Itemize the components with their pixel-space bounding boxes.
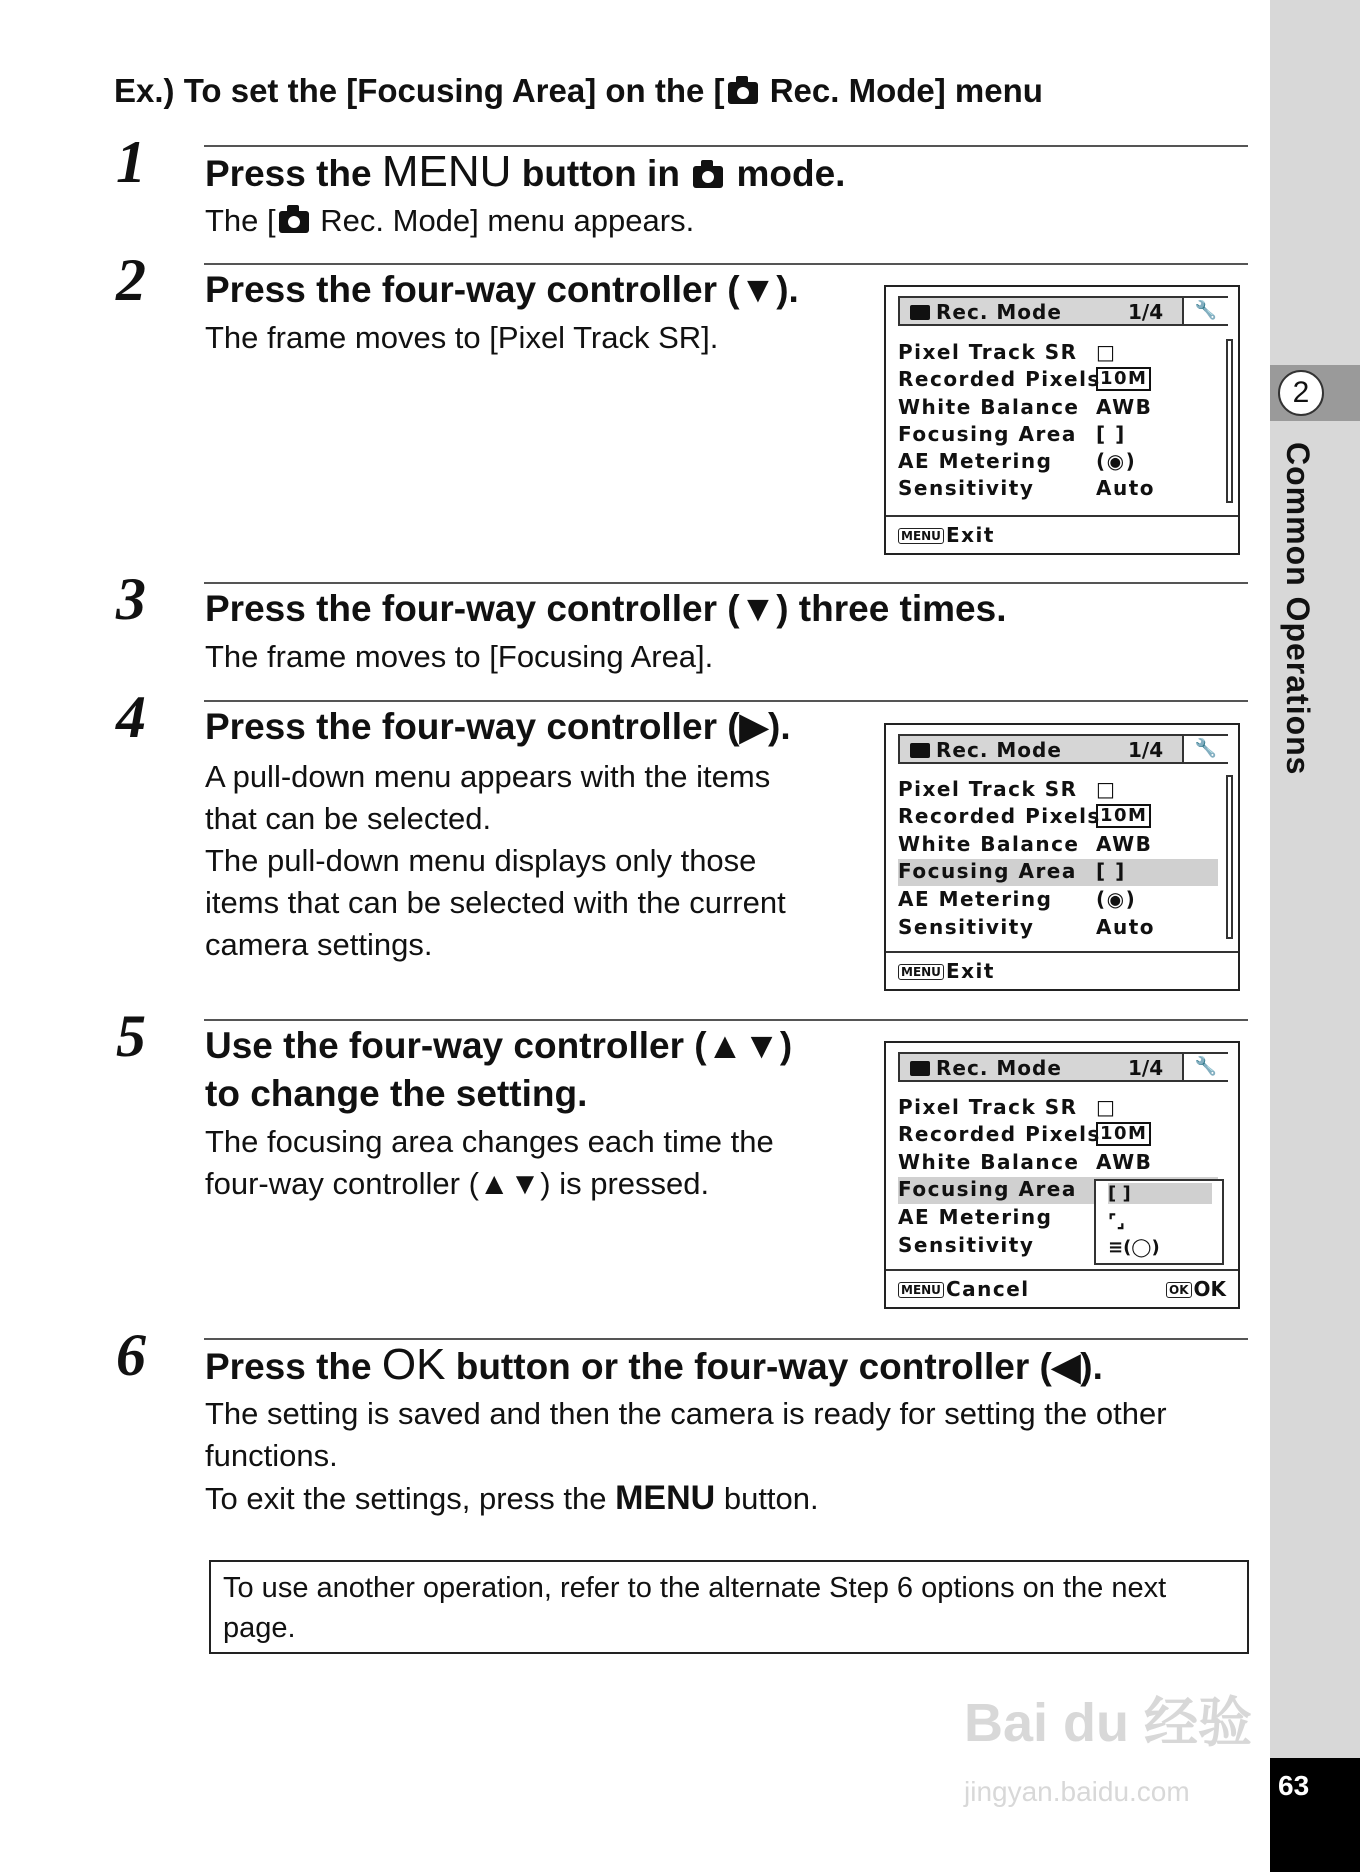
pulldown-item-selected: [ ] — [1108, 1183, 1212, 1204]
screen-header: Rec. Mode 1/4 🔧 — [898, 296, 1228, 326]
ok-key-icon: OK — [1166, 1282, 1192, 1298]
menu-row: Pixel Track SR □ — [898, 1095, 1117, 1119]
screen-footer: MENU Exit — [886, 515, 1238, 553]
step-number: 1 — [116, 129, 146, 195]
menu-row: Pixel Track SR □ — [898, 340, 1117, 364]
menu-row: Sensitivity Auto — [898, 915, 1156, 939]
step-number: 2 — [116, 247, 146, 313]
screen-header: Rec. Mode 1/4 🔧 — [898, 1052, 1228, 1082]
menu-row-selected: Focusing Area [ ] — [898, 859, 1218, 886]
menu-row: Recorded Pixels 10M — [898, 804, 1218, 831]
step-body: A pull-down menu appears with the items that can be selected. The pull-down menu displays only those items that can be selected with the current camera settings. — [205, 759, 786, 962]
watermark-url: jingyan.baidu.com — [964, 1776, 1190, 1807]
pulldown-item: ⌜⌟ — [1108, 1211, 1125, 1232]
scrollbar — [1226, 775, 1233, 939]
watermark-logo: Bai du 经验 — [964, 1693, 1253, 1753]
menu-key-icon: MENU — [898, 528, 944, 544]
menu-row: Sensitivity Auto — [898, 476, 1156, 500]
pulldown-menu — [1094, 1179, 1224, 1265]
screen-header: Rec. Mode 1/4 🔧 — [898, 734, 1228, 764]
screen-footer: MENU Cancel OK OK — [886, 1269, 1238, 1307]
menu-row: AE Metering (◉) — [898, 449, 1137, 473]
wrench-icon: 🔧 — [1182, 736, 1228, 762]
step-title: Press the four-way controller (▼) three times. — [205, 588, 1007, 629]
menu-row-selected: Focusing Area — [898, 1177, 1218, 1204]
step-title: Press the MENU button in mode. — [205, 147, 846, 196]
side-tab-bar — [1270, 0, 1360, 1872]
scrollbar — [1226, 339, 1233, 503]
step-number: 5 — [116, 1003, 146, 1069]
camera-icon — [693, 166, 723, 188]
step-title: Use the four-way controller (▲▼) to change the setting. — [205, 1025, 793, 1114]
camera-icon — [910, 305, 930, 320]
screen-footer: MENU Exit — [886, 951, 1238, 989]
wrench-icon: 🔧 — [1182, 1054, 1228, 1080]
divider — [204, 700, 1248, 702]
menu-row: AE Metering (◉) — [898, 887, 1137, 911]
camera-icon — [910, 743, 930, 758]
note-box: To use another operation, refer to the alternate Step 6 options on the next page. — [209, 1560, 1249, 1654]
menu-key-icon: MENU — [898, 1282, 944, 1298]
divider — [204, 1338, 1248, 1340]
menu-row: Pixel Track SR □ — [898, 777, 1117, 801]
step-number: 6 — [116, 1322, 146, 1388]
step-number: 4 — [116, 684, 146, 750]
pulldown-item: ≡(◯) — [1108, 1237, 1160, 1258]
divider — [204, 582, 1248, 584]
divider — [204, 1019, 1248, 1021]
menu-key-icon: MENU — [898, 964, 944, 980]
menu-row: Recorded Pixels 10M — [898, 367, 1218, 394]
step-body: The frame moves to [Focusing Area]. — [205, 639, 714, 674]
camera-screen-step4 — [884, 723, 1240, 991]
menu-row: White Balance AWB — [898, 395, 1153, 419]
menu-row: Focusing Area [ ] — [898, 422, 1126, 446]
camera-screen-step2 — [884, 285, 1240, 555]
wrench-icon: 🔧 — [1182, 298, 1228, 324]
step-title: Press the OK button or the four-way controller (◀). — [205, 1340, 1103, 1389]
camera-icon — [279, 211, 309, 233]
menu-row: Recorded Pixels 10M — [898, 1122, 1218, 1149]
camera-icon — [728, 82, 758, 104]
menu-row: Sensitivity — [898, 1233, 1035, 1257]
step-body: The setting is saved and then the camera is ready for setting the other functions. To exit the settings, press the MENU button. — [205, 1396, 1167, 1517]
step-number: 3 — [116, 566, 146, 632]
menu-row: White Balance AWB — [898, 832, 1153, 856]
example-heading: Ex.) To set the [Focusing Area] on the [ Rec. Mode] menu — [114, 72, 1043, 109]
divider — [204, 145, 1248, 147]
chapter-number: 2 — [1278, 370, 1324, 416]
camera-screen-step5 — [884, 1041, 1240, 1309]
menu-row: White Balance AWB — [898, 1150, 1153, 1174]
step-title: Press the four-way controller (▶). — [205, 706, 791, 747]
step-title: Press the four-way controller (▼). — [205, 269, 799, 310]
step-body: The [ Rec. Mode] menu appears. — [205, 203, 695, 238]
camera-icon — [910, 1061, 930, 1076]
chapter-title: Common Operations — [1280, 442, 1316, 776]
menu-row: AE Metering — [898, 1205, 1053, 1229]
step-body: The frame moves to [Pixel Track SR]. — [205, 320, 719, 355]
page-number: 63 — [1278, 1770, 1310, 1801]
step-body: The focusing area changes each time the four-way controller (▲▼) is pressed. — [205, 1124, 774, 1201]
divider — [204, 263, 1248, 265]
